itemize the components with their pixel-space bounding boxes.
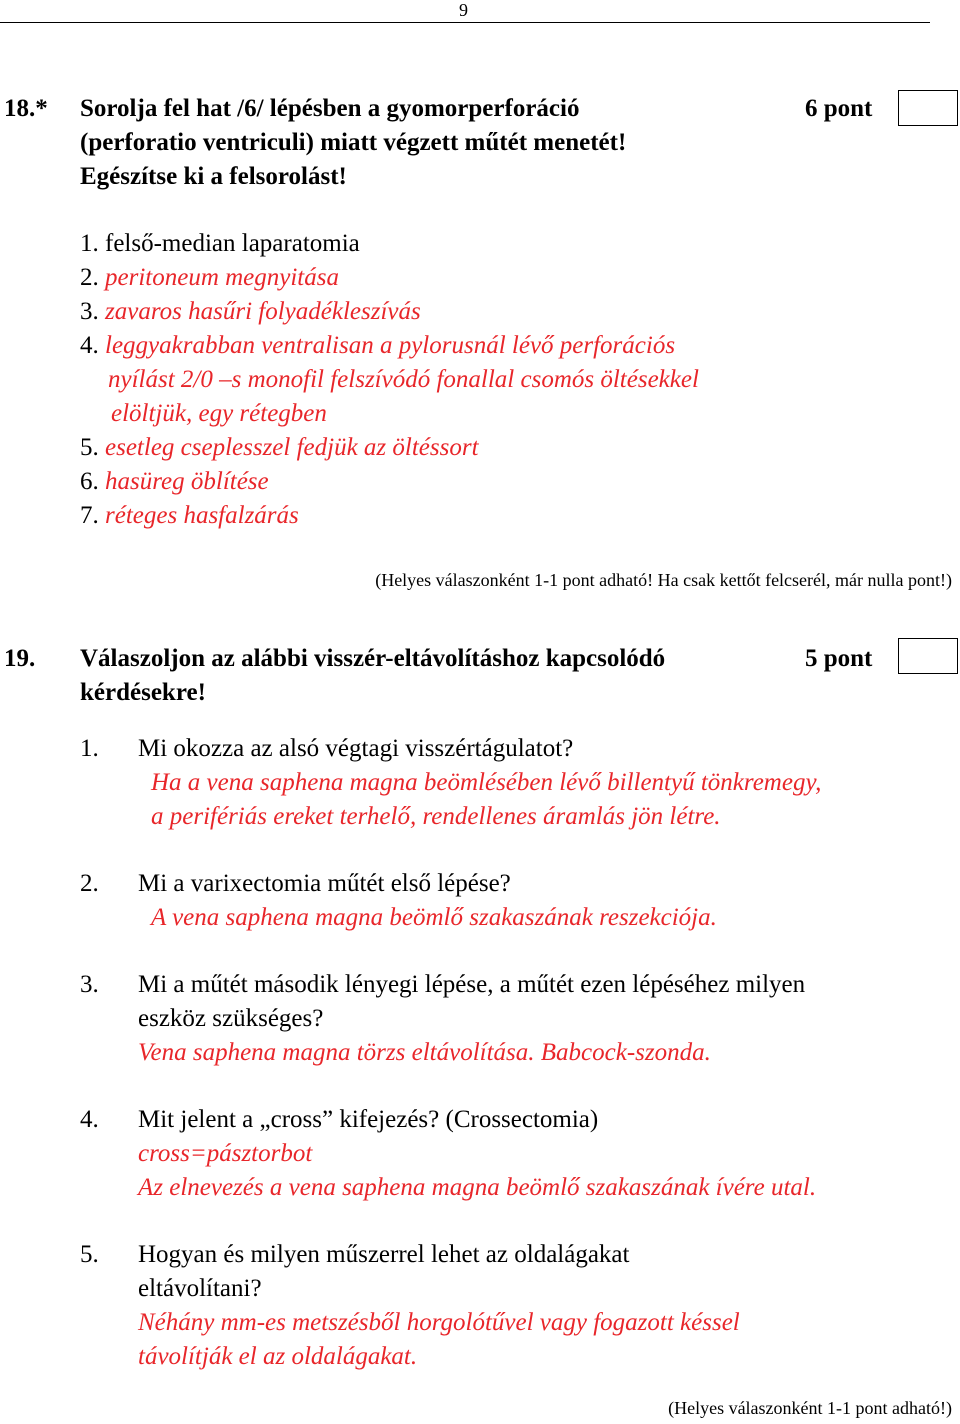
q19-question: Mi okozza az alsó végtagi visszértágulatot?: [138, 735, 574, 762]
q18-step: 7. réteges hasfalzárás: [80, 502, 299, 529]
q18-title-line-2: (perforatio ventriculi) miatt végzett műtét menetét!: [80, 129, 627, 156]
q18-step: 1. felső-median laparatomia: [80, 230, 360, 257]
q19-answer: A vena saphena magna beömlő szakaszának reszekciója.: [151, 904, 717, 931]
q18-step: 2. peritoneum megnyitása: [80, 264, 339, 291]
header-rule: [0, 22, 930, 23]
q19-item-number: 3.: [80, 971, 99, 998]
q19-item-number: 4.: [80, 1106, 99, 1133]
q19-title-line-1: Válaszoljon az alábbi visszér-eltávolításhoz kapcsolódó: [80, 645, 666, 672]
page-number: 9: [459, 0, 468, 20]
q18-step: 6. hasüreg öblítése: [80, 468, 269, 495]
q18-step: 3. zavaros hasűri folyadékleszívás: [80, 298, 421, 325]
q18-step-continuation: nyílást 2/0 –s monofil felszívódó fonallal csomós öltésekkel: [108, 366, 699, 393]
q18-score-box[interactable]: [898, 90, 958, 126]
q18-points: 6 pont: [805, 95, 873, 122]
q19-question: eltávolítani?: [138, 1275, 262, 1302]
q18-step: 4. leggyakrabban ventralisan a pylorusnál lévő perforációs: [80, 332, 676, 359]
q19-question: Mi a műtét második lényegi lépése, a műtét ezen lépéséhez milyen: [138, 971, 806, 998]
q19-scoring-note: (Helyes válaszonként 1-1 pont adható!): [668, 1398, 952, 1418]
q19-answer: távolítják el az oldalágakat.: [138, 1343, 418, 1370]
q18-number: 18.*: [4, 95, 48, 122]
q19-question: Mi a varixectomia műtét első lépése?: [138, 870, 511, 897]
q19-question: Hogyan és milyen műszerrel lehet az oldalágakat: [138, 1241, 630, 1268]
q19-item-number: 1.: [80, 735, 99, 762]
q19-question: Mit jelent a „cross” kifejezés? (Crossectomia): [138, 1106, 599, 1133]
q18-scoring-note: (Helyes válaszonként 1-1 pont adható! Ha csak kettőt felcserél, már nulla pont!): [375, 570, 952, 590]
q19-answer: a perifériás ereket terhelő, rendellenes áramlás jön létre.: [151, 803, 721, 830]
q18-title-line-1: Sorolja fel hat /6/ lépésben a gyomorperforáció: [80, 95, 580, 122]
q18-step: 5. esetleg cseplesszel fedjük az öltéssort: [80, 434, 479, 461]
q19-answer: Az elnevezés a vena saphena magna beömlő szakaszának ívére utal.: [138, 1174, 817, 1201]
q19-item-number: 5.: [80, 1241, 99, 1268]
q19-answer: Ha a vena saphena magna beömlésében lévő billentyű tönkremegy,: [151, 769, 822, 796]
q19-title-line-2: kérdésekre!: [80, 679, 206, 706]
q19-answer: Vena saphena magna törzs eltávolítása. Babcock-szonda.: [138, 1039, 711, 1066]
q19-points: 5 pont: [805, 645, 873, 672]
q18-step-continuation: elöltjük, egy rétegben: [111, 400, 327, 427]
q19-question: eszköz szükséges?: [138, 1005, 324, 1032]
q19-answer: cross=pásztorbot: [138, 1140, 313, 1167]
q19-answer: Néhány mm-es metszésből horgolótűvel vagy fogazott késsel: [138, 1309, 740, 1336]
q19-score-box[interactable]: [898, 638, 958, 674]
q19-number: 19.: [4, 645, 36, 672]
q19-item-number: 2.: [80, 870, 99, 897]
q18-title-line-3: Egészítse ki a felsorolást!: [80, 163, 347, 190]
